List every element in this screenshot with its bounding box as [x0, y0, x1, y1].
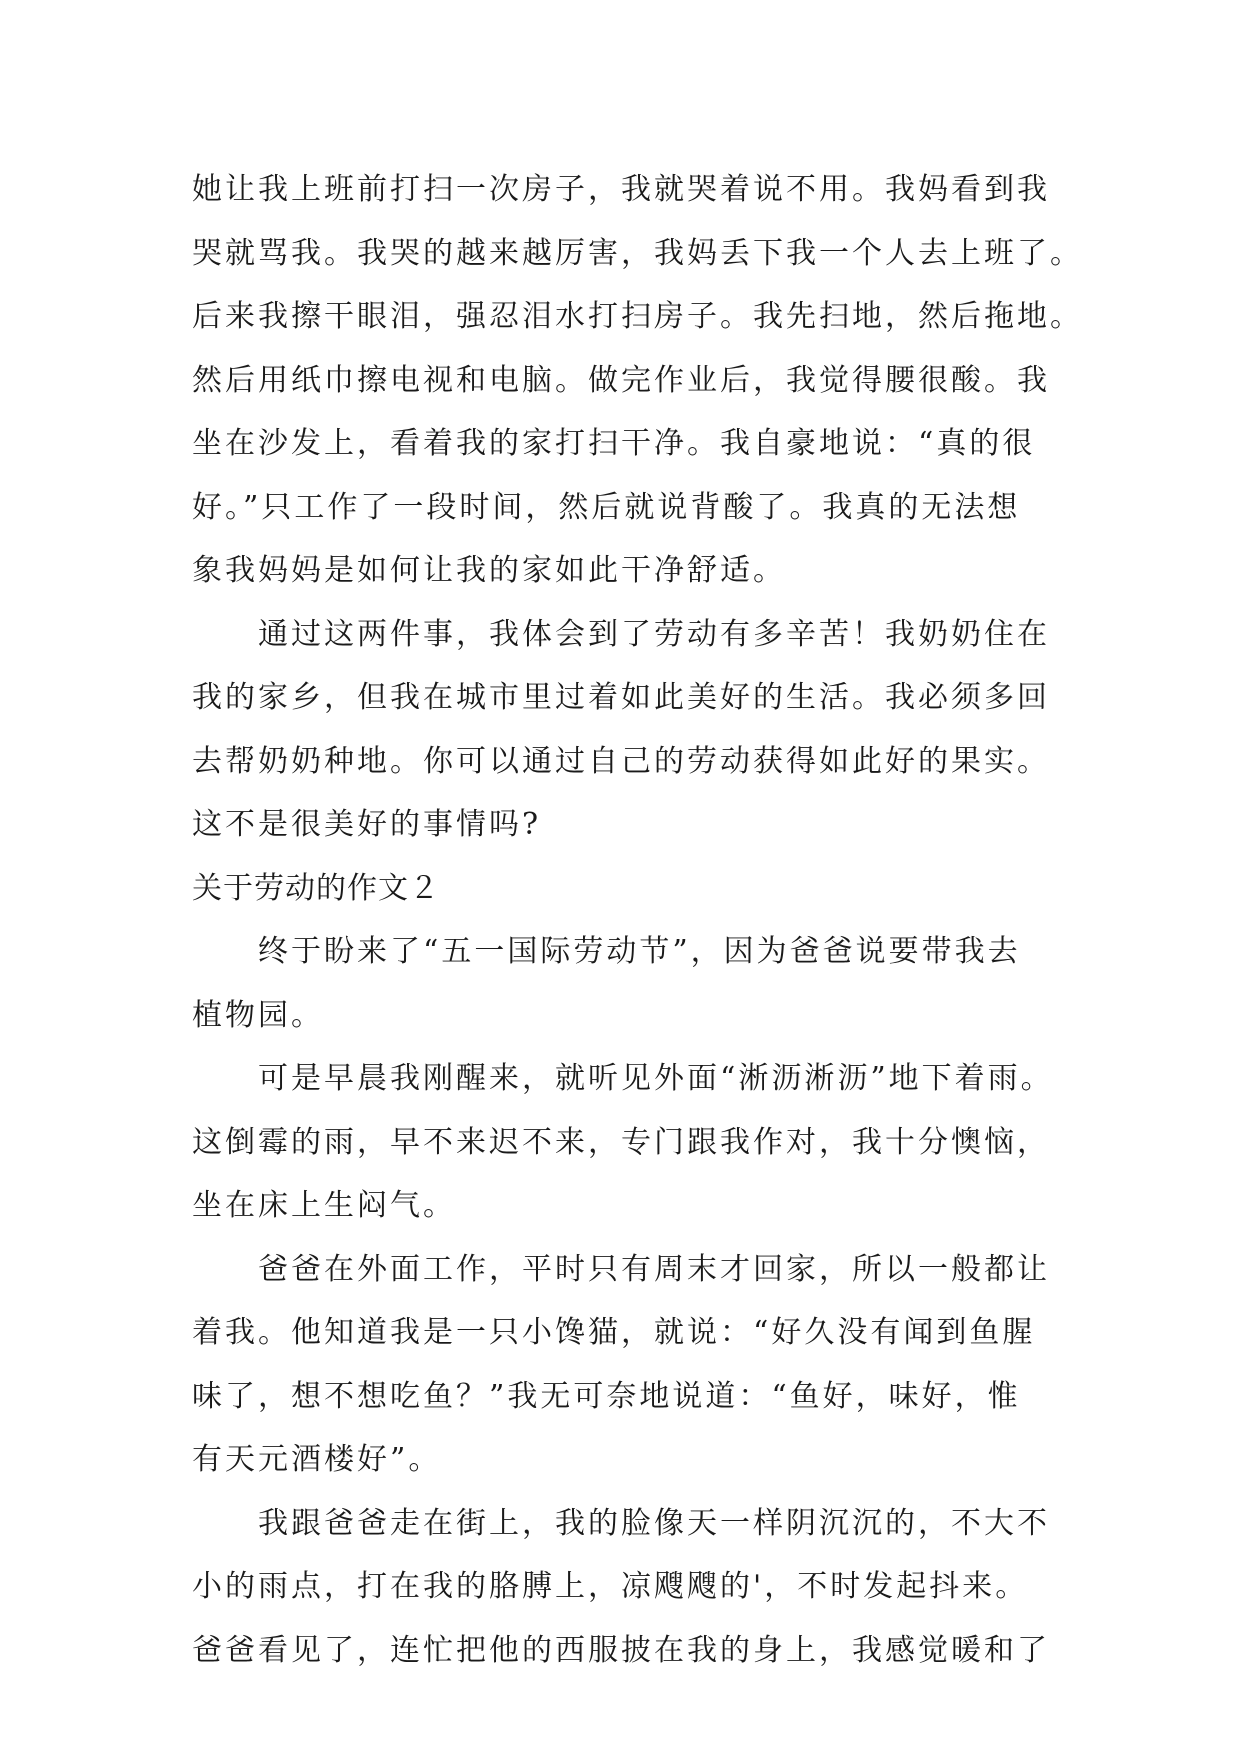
text-line: 她让我上班前打扫一次房子，我就哭着说不用。我妈看到我: [192, 172, 1050, 207]
text-line: 坐在床上生闷气。: [192, 1188, 456, 1223]
text-line: 哭就骂我。我哭的越来越厉害，我妈丢下我一个人去上班了。: [192, 235, 1083, 271]
paragraph-start-line: 可是早晨我刚醒来，就听见外面“淅沥淅沥”地下着雨。: [258, 1061, 1054, 1096]
text-line: 去帮奶奶种地。你可以通过自己的劳动获得如此好的果实。: [192, 743, 1050, 779]
paragraph-start-line: 通过这两件事，我体会到了劳动有多辛苦！我奶奶住在: [258, 616, 1050, 652]
text-line: 味了，想不想吃鱼？”我无可奈地说道：“鱼好，味好，惟: [192, 1378, 1021, 1414]
text-line: 象我妈妈是如何让我的家如此干净舒适。: [192, 553, 786, 588]
paragraph-start-line: 我跟爸爸走在街上，我的脸像天一样阴沉沉的，不大不: [258, 1505, 1050, 1541]
document-body: [192, 158, 1083, 1682]
text-line: 小的雨点，打在我的胳膊上，凉飕飕的'，不时发起抖来。: [192, 1569, 1029, 1604]
text-line: 爸爸看见了，连忙把他的西服披在我的身上，我感觉暖和了: [192, 1632, 1050, 1668]
paragraph-start-line: 爸爸在外面工作，平时只有周末才回家，所以一般都让: [258, 1251, 1050, 1287]
text-line: 后来我擦干眼泪，强忍泪水打扫房子。我先扫地，然后拖地。: [192, 299, 1083, 334]
text-line: 好。”只工作了一段时间，然后就说背酸了。我真的无法想: [192, 489, 1021, 525]
text-line: 这倒霉的雨，早不来迟不来，专门跟我作对，我十分懊恼，: [192, 1124, 1050, 1160]
section-heading: 关于劳动的作文２: [192, 870, 440, 906]
text-line: 着我。他知道我是一只小馋猫，就说：“好久没有闻到鱼腥: [192, 1315, 1036, 1350]
text-line: 坐在沙发上，看着我的家打扫干净。我自豪地说：“真的很: [192, 426, 1036, 461]
text-line: 我的家乡，但我在城市里过着如此美好的生活。我必须多回: [192, 680, 1050, 715]
text-line: 然后用纸巾擦电视和电脑。做完作业后，我觉得腰很酸。我: [192, 362, 1050, 398]
text-line: 植物园。: [192, 997, 324, 1033]
text-line: 有天元酒楼好”。: [192, 1442, 442, 1477]
paragraph-start-line: 终于盼来了“五一国际劳动节”，因为爸爸说要带我去: [258, 934, 1021, 969]
text-line: 这不是很美好的事情吗?: [192, 807, 542, 842]
